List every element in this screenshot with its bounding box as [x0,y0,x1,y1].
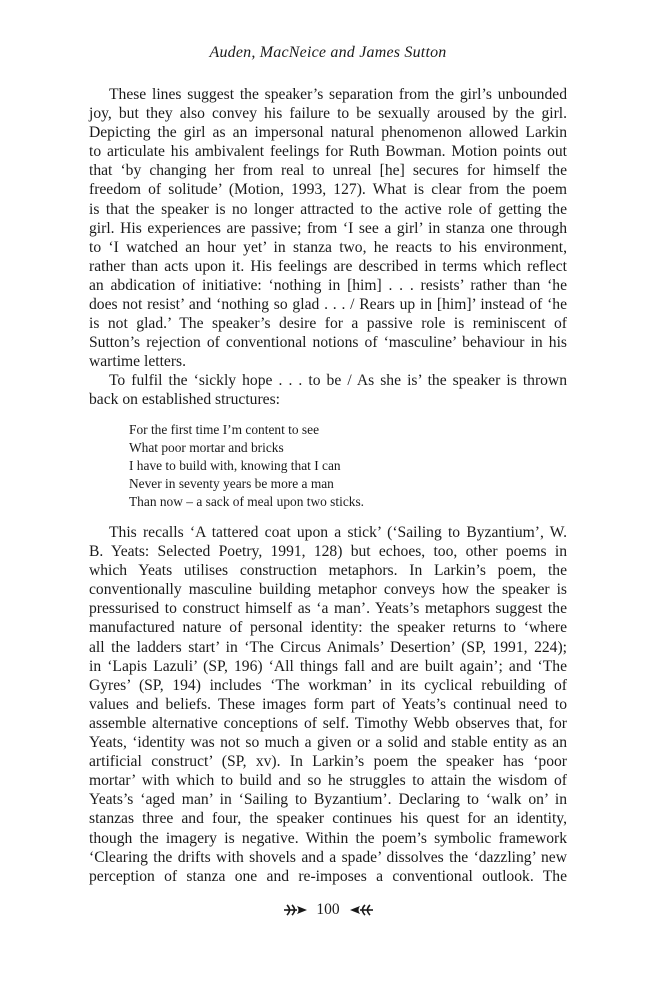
text-line: pressurised to construct himself as ‘a man’. Yeats’s metaphors suggest the [89,600,567,618]
text-line: Sutton’s rejection of conventional notions of ‘masculine’ behaviour in his [89,334,567,352]
text-line: wartime letters. [89,353,186,371]
text-line: though the imagery is negative. Within the poem’s symbolic framework [89,829,567,847]
fleuron-left-icon [348,903,374,917]
paragraph-3 [89,523,567,886]
text-line: joy, but they also convey his failure to be sexually aroused by the girl. [89,105,567,123]
text-line: rather than acts upon it. His feelings are described in terms which reflect [89,257,567,275]
text-line: values and beliefs. These images form part of Yeats’s continual need to [89,695,567,713]
text-line: manufactured nature of personal identity: the speaker returns to ‘where [89,619,567,637]
quote-line: Never in seventy years be more a man [129,476,334,491]
text-line: does not resist’ and ‘nothing so glad . . . / Rears up in [him]’ instead of ‘he [89,296,567,314]
text-line: freedom of solitude’ (Motion, 1993, 127). What is clear from the poem [89,181,567,199]
page-number-footer [89,901,567,919]
text-line: in ‘Lapis Lazuli’ (SP, 196) ‘All things fall and are built again’; and ‘The [89,657,567,675]
text-line: Yeats, ‘identity was not so much a given or a solid and stable entity as an [89,734,567,752]
text-line: mortar’ with which to build and so he struggles to attain the wisdom of [89,772,567,790]
text-line: Yeats’s ‘aged man’ in ‘Sailing to Byzantium’. Declaring to ‘walk on’ in [89,791,567,809]
text-line: is not glad.’ The speaker’s desire for a passive role is reminiscent of [89,315,567,333]
text-line: perception of stanza one and re-imposes a conventional outlook. The [89,867,567,885]
quote-line: Than now – a sack of meal upon two sticks. [129,494,365,509]
text-line: girl. His experiences are passive; from ‘I see a girl’ in stanza one through [89,219,567,237]
paragraph-1 [89,85,567,371]
text-line: that ‘by changing her from real to unreal [he] secures for himself the [89,162,567,180]
quote-line: For the first time I’m content to see [129,422,320,437]
page-number: 100 [316,901,340,919]
text-line: To fulfil the ‘sickly hope . . . to be / As she is’ the speaker is thrown [109,372,567,389]
text-line: to ‘I watched an hour yet’ in stanza two, he reacts to his environment, [89,238,567,256]
text-line: stanzas three and four, the speaker continues his quest for an identity, [89,810,567,828]
block-quote [129,421,489,511]
text-line: all the ladders start’ in ‘The Circus Animals’ Desertion’ (SP, 1991, 224); [89,638,567,656]
fleuron-right-icon [283,903,309,917]
text-line: These lines suggest the speaker’s separation from the girl’s unbounded [109,86,567,103]
text-line: Depicting the girl as an impersonal natural phenomenon allowed Larkin [89,124,567,142]
text-line: assemble alternative conceptions of self. Timothy Webb observes that, for [89,714,567,732]
text-line: B. Yeats: Selected Poetry, 1991, 128) but echoes, too, other poems in [89,543,567,561]
paragraph-2 [89,371,567,409]
quote-line: I have to build with, knowing that I can [129,458,341,473]
quote-line: What poor mortar and bricks [129,440,284,455]
text-line: Gyres’ (SP, 194) includes ‘The workman’ in its cyclical rebuilding of [89,676,567,694]
text-line: an abdication of initiative: ‘nothing in [him] . . . resists’ rather than ‘he [89,276,567,294]
text-line: This recalls ‘A tattered coat upon a stick’ (‘Sailing to Byzantium’, W. [109,524,567,541]
text-line: artificial construct’ (SP, xv). In Larkin’s poem the speaker has ‘poor [89,753,567,771]
text-line: back on established structures: [89,391,280,409]
text-line: conventionally masculine building metaphor conveys how the speaker is [89,581,567,599]
text-line: which Yeats utilises construction metaphors. In Larkin’s poem, the [89,562,567,580]
running-head: Auden, MacNeice and James Sutton [209,44,447,61]
text-line: ‘Clearing the drifts with shovels and a spade’ dissolves the ‘dazzling’ new [89,848,567,866]
text-line: is that the speaker is no longer attracted to the active role of getting the [89,200,567,218]
text-line: to articulate his ambivalent feelings for Ruth Bowman. Motion points out [89,143,567,161]
